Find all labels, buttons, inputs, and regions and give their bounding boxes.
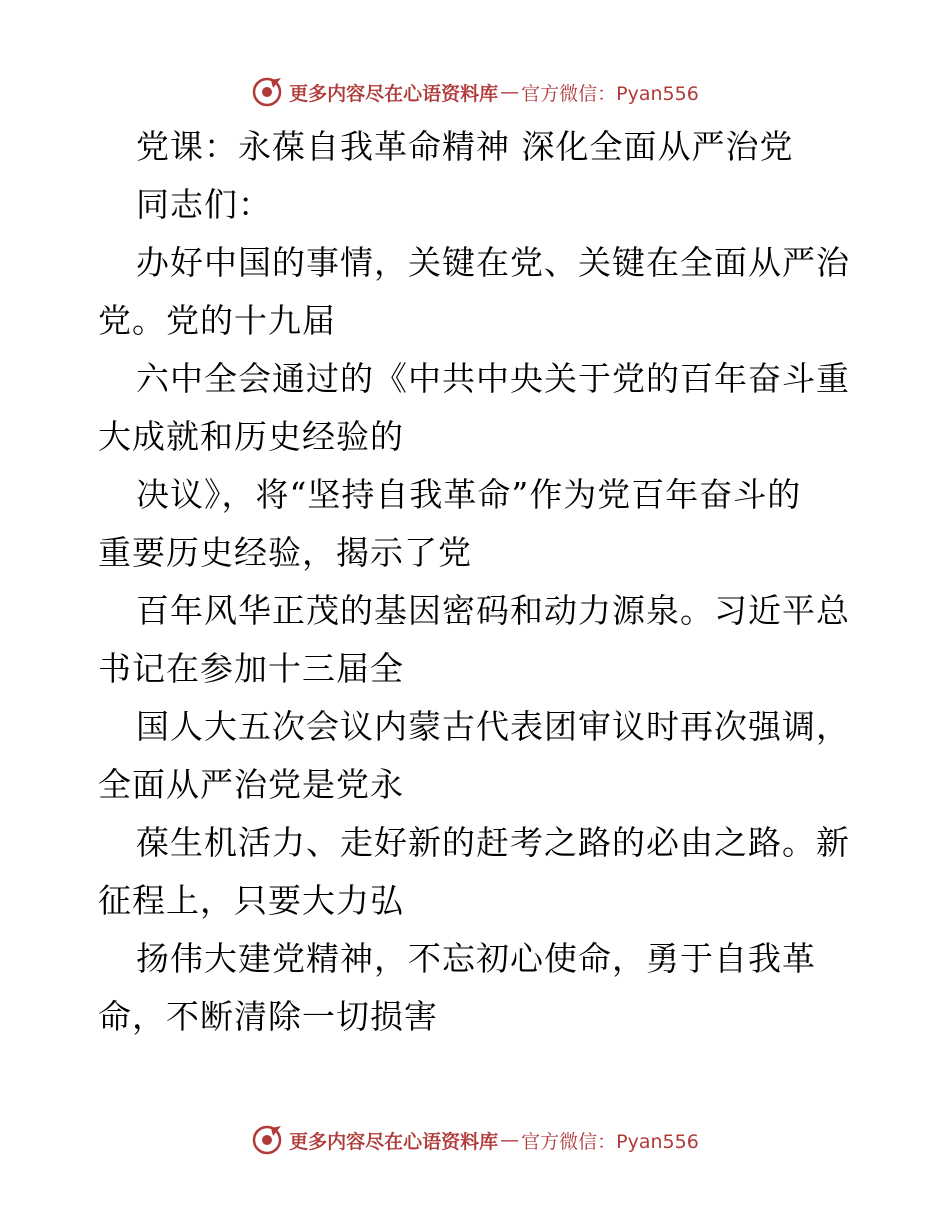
pen-circle-logo-icon [251,1124,283,1156]
paragraph-line: 六中全会通过的《中共中央关于党的百年奋斗重 [136,359,850,398]
paragraph-line: 大成就和历史经验的 [98,417,404,456]
paragraph-line: 决议》，将“坚持自我革命”作为党百年奋斗的 [136,475,802,514]
paragraph-line: 同志们： [136,185,272,224]
paragraph-line: 扬伟大建党精神，不忘初心使命，勇于自我革 [136,939,816,978]
paragraph-line: 命，不断清除一切损害 [98,997,438,1036]
paragraph-line: 办好中国的事情，关键在党、关键在全面从严治 [136,243,850,282]
watermark-wechat: 官方微信：Pyan556 [521,1130,699,1153]
document-body [98,118,858,1046]
watermark-separator: — [500,81,520,103]
paragraph-line: 重要历史经验，揭示了党 [98,533,472,572]
watermark-wechat: 官方微信：Pyan556 [521,82,699,105]
watermark-separator: — [500,1129,520,1151]
pen-circle-logo-icon [251,76,283,108]
paragraph-line: 征程上，只要大力弘 [98,881,404,920]
watermark-brand: 更多内容尽在心语资料库 [289,1130,499,1153]
header-watermark [0,72,950,112]
document-title: 党课：永葆自我革命精神 深化全面从严治党 [136,127,794,166]
paragraph-line: 百年风华正茂的基因密码和动力源泉。习近平总 [136,591,850,630]
paragraph-line: 书记在参加十三届全 [98,649,404,688]
footer-watermark [0,1120,950,1160]
paragraph-line: 党。党的十九届 [98,301,336,340]
paragraph-lines [98,176,858,1046]
paragraph-line: 葆生机活力、走好新的赶考之路的必由之路。新 [136,823,850,862]
paragraph-line: 国人大五次会议内蒙古代表团审议时再次强调， [136,707,850,746]
paragraph-line: 全面从严治党是党永 [98,765,404,804]
watermark-brand: 更多内容尽在心语资料库 [289,82,499,105]
